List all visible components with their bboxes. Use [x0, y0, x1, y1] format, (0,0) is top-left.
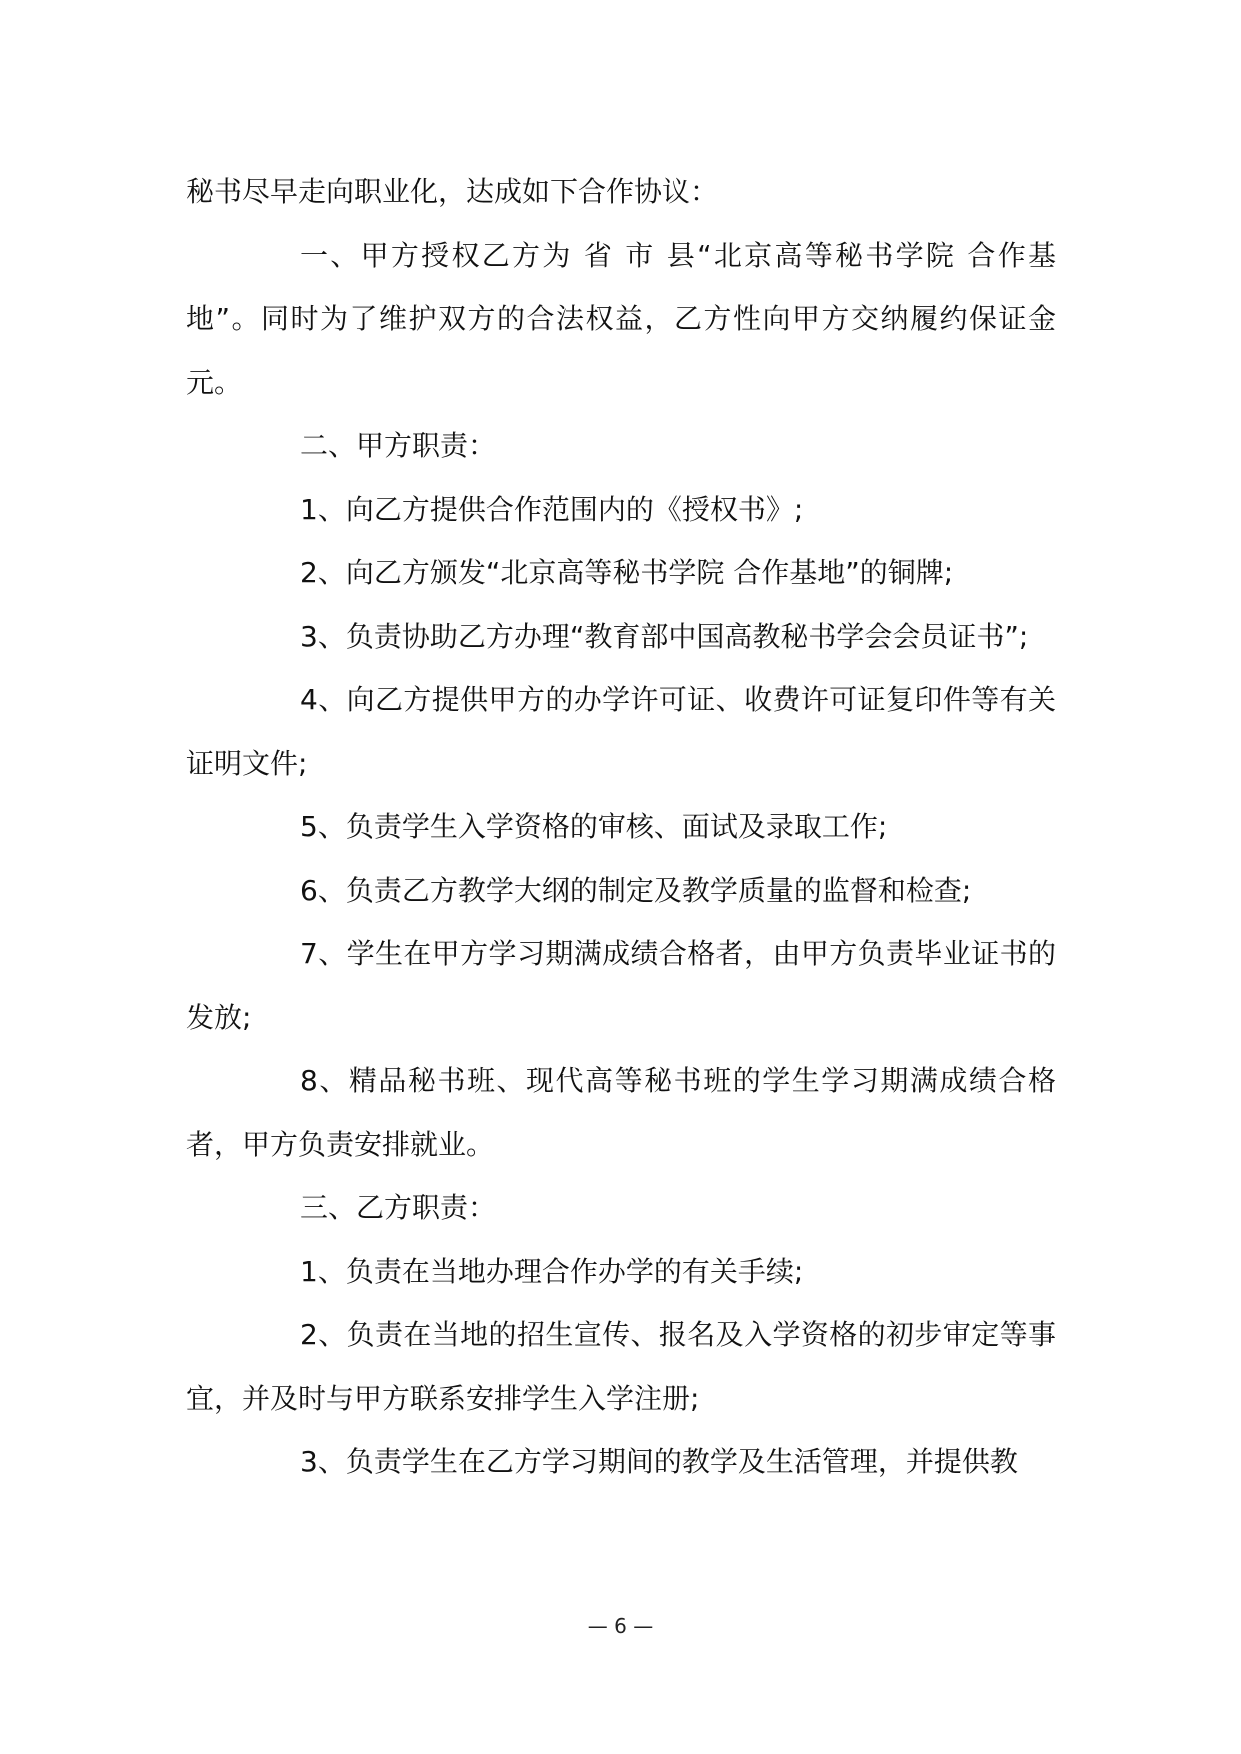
list-item-party-a-3: 3、负责协助乙方办理“教育部中国高教秘书学会会员证书”;: [300, 619, 1029, 653]
list-item-party-a-5: 5、负责学生入学资格的审核、面试及录取工作;: [300, 810, 888, 843]
list-item-party-b-2: 2、负责在当地的招生宣传、报名及入学资格的初步审定等事宜，并及时与甲方联系安排学生入学注册;: [186, 1318, 1056, 1415]
list-item-party-a-1: 1、向乙方提供合作范围内的《授权书》;: [300, 492, 804, 526]
list-item-party-a-7: 7、学生在甲方学习期满成绩合格者，由甲方负责毕业证书的发放;: [186, 937, 1056, 1034]
page-number: — 6 —: [587, 1614, 654, 1638]
paragraph-opening: 秘书尽早走向职业化，达成如下合作协议：: [186, 175, 719, 208]
heading-party-a-duties: 二、甲方职责：: [300, 429, 497, 462]
heading-party-b-duties: 三、乙方职责：: [300, 1191, 497, 1224]
list-item-party-a-2: 2、向乙方颁发“北京高等秘书学院 合作基地”的铜牌;: [300, 556, 954, 589]
list-item-party-a-4: 4、向乙方提供甲方的办学许可证、收费许可证复印件等有关证明文件;: [186, 683, 1056, 780]
list-item-party-a-8: 8、精品秘书班、现代高等秘书班的学生学习期满成绩合格者，甲方负责安排就业。: [186, 1064, 1056, 1161]
list-item-party-b-3: 3、负责学生在乙方学习期间的教学及生活管理，并提供教: [300, 1445, 1018, 1478]
list-item-party-b-1: 1、负责在当地办理合作办学的有关手续;: [300, 1254, 804, 1288]
paragraph-clause-1: 一、甲方授权乙方为 省 市 县“北京高等秘书学院 合作基地”。同时为了维护双方的合法权益，乙方性向甲方交纳履约保证金 元。: [186, 238, 1056, 399]
document-body: [186, 160, 1056, 1494]
list-item-party-a-6: 6、负责乙方教学大纲的制定及教学质量的监督和检查;: [300, 873, 972, 907]
